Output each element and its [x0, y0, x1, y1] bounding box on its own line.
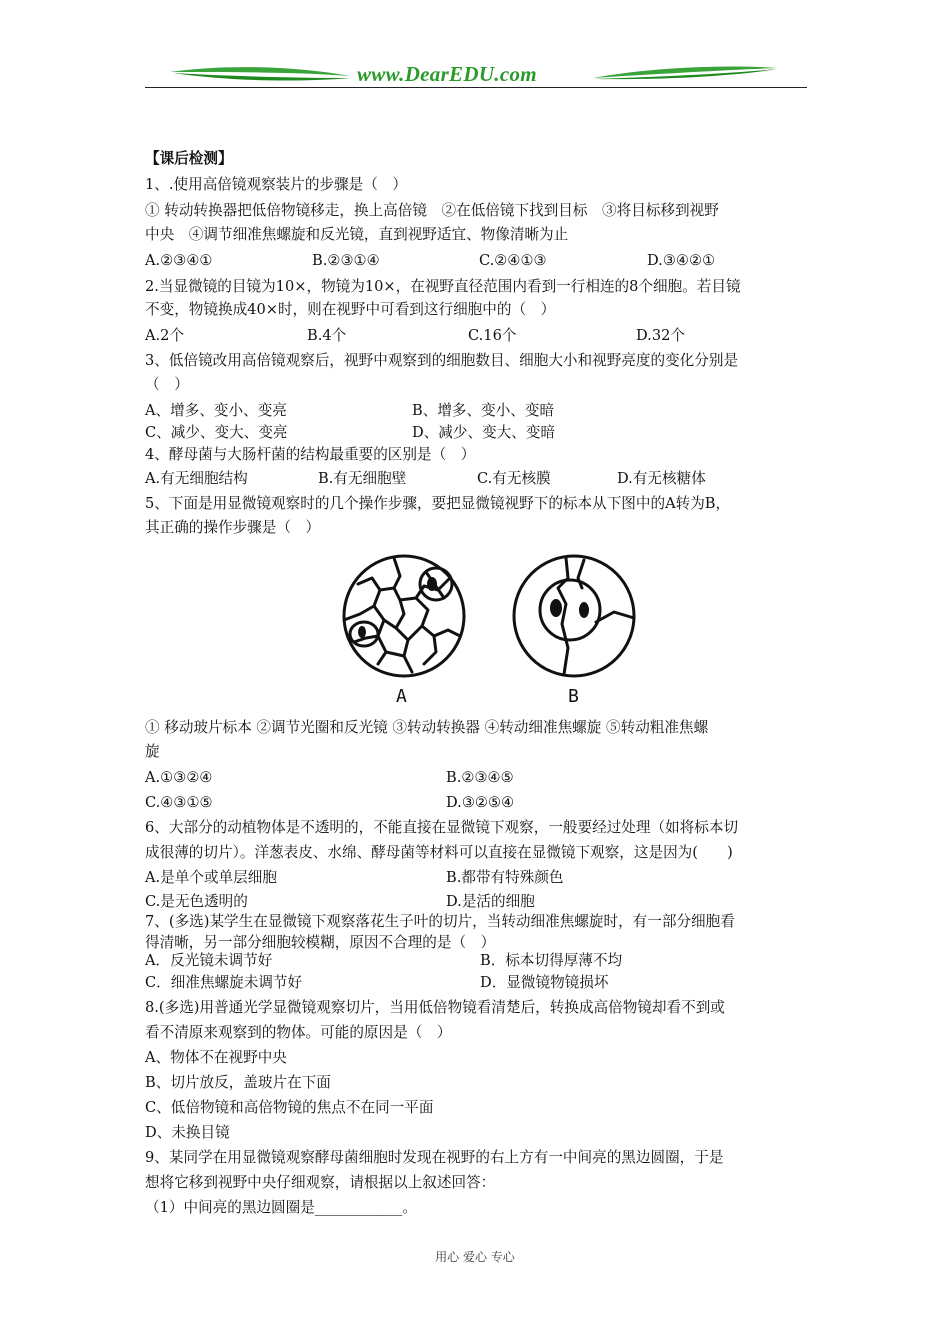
q5-option-c: C.④③①⑤: [145, 794, 213, 811]
q7-option-d: D．显微镜物镜损坏: [480, 974, 609, 991]
q8-option-a: A、物体不在视野中央: [145, 1049, 287, 1066]
q6-line2: 成很薄的切片）。洋葱表皮、水绵、酵母菌等材料可以直接在显微镜下观察，这是因为( ): [145, 844, 733, 861]
q9-line2: 想将它移到视野中央仔细观察，请根据以上叙述回答：: [145, 1174, 496, 1191]
q1-line3: 中央 ④调节细准焦螺旋和反光镜，直到视野适宜、物像清晰为止: [145, 226, 569, 243]
field-b-label: B: [568, 686, 579, 707]
page-footer: 用心 爱心 专心: [435, 1250, 515, 1264]
q9-line3: （1）中间亮的黑边圆圈是____________。: [145, 1199, 417, 1216]
q6-option-c: C.是无色透明的: [145, 893, 248, 910]
q3-line1: 3、低倍镜改用高倍镜观察后，视野中观察到的细胞数目、细胞大小和视野亮度的变化分别是: [145, 352, 739, 369]
section-title: 【课后检测】: [145, 150, 233, 167]
q7-option-c: C．细准焦螺旋未调节好: [145, 974, 303, 991]
q6-option-a: A.是单个或单层细胞: [145, 869, 277, 886]
q5-steps-line1: ① 移动玻片标本 ②调节光圈和反光镜 ③转动转换器 ④转动细准焦螺旋 ⑤转动粗准焦螺: [145, 719, 709, 736]
q2-line2: 不变，物镜换成40×时，则在视野中可看到这行细胞中的（ ）: [145, 301, 556, 318]
q7-line1: 7、(多选)某学生在显微镜下观察落花生子叶的切片，当转动细准焦螺旋时，有一部分细胞看: [145, 913, 735, 930]
q4-option-c: C.有无核膜: [477, 470, 551, 487]
q6-option-b: B.都带有特殊颜色: [446, 869, 564, 886]
q3-option-a: A、增多、变小、变亮: [145, 402, 287, 419]
q1-line2: ① 转动转换器把低倍物镜移走，换上高倍镜 ②在低倍镜下找到目标 ③将目标移到视野: [145, 202, 719, 219]
q2-option-d: D.32个: [636, 327, 685, 344]
header-divider: [145, 87, 807, 88]
q6-line1: 6、大部分的动植物体是不透明的，不能直接在显微镜下观察，一般要经过处理（如将标本切: [145, 819, 739, 836]
q7-option-b: B．标本切得厚薄不均: [480, 952, 623, 969]
q8-line1: 8.(多选)用普通光学显微镜观察切片，当用低倍物镜看清楚后，转换成高倍物镜却看不到或: [145, 999, 725, 1016]
q1-option-b: B.②③①④: [312, 252, 380, 269]
q1-stem: 1、.使用高倍镜观察装片的步骤是（ ）: [145, 176, 408, 193]
q8-option-c: C、低倍物镜和高倍物镜的焦点不在同一平面: [145, 1099, 434, 1116]
q4-stem: 4、酵母菌与大肠杆菌的结构最重要的区别是（ ）: [145, 446, 476, 463]
q1-option-c: C.②④①③: [479, 252, 547, 269]
microscope-field-figure: [338, 548, 648, 708]
q5-option-a: A.①③②④: [145, 769, 213, 786]
q2-line1: 2.当显微镜的目镜为10×，物镜为10×，在视野直径范围内看到一行相连的8个细胞。若目镜: [145, 278, 741, 295]
q5-option-d: D.③②⑤④: [446, 794, 515, 811]
q3-option-d: D、减少、变大、变暗: [412, 424, 556, 441]
field-a-label: A: [396, 686, 407, 707]
q3-line2: （ ）: [145, 376, 189, 393]
q1-option-d: D.③④②①: [647, 252, 716, 269]
q2-option-c: C.16个: [468, 327, 517, 344]
q5-steps-line2: 旋: [145, 743, 160, 760]
q8-option-d: D、未换目镜: [145, 1124, 230, 1141]
q4-option-d: D.有无核糖体: [617, 470, 706, 487]
field-b-target-cell: [540, 580, 600, 640]
microscope-fields-drawing: [338, 548, 648, 708]
q9-line1: 9、某同学在用显微镜观察酵母菌细胞时发现在视野的右上方有一中间亮的黑边圆圈，于是: [145, 1149, 724, 1166]
q2-option-a: A.2个: [145, 327, 185, 344]
q4-option-a: A.有无细胞结构: [145, 470, 248, 487]
q4-option-b: B.有无细胞壁: [318, 470, 407, 487]
q3-option-c: C、减少、变大、变亮: [145, 424, 288, 441]
q6-option-d: D.是活的细胞: [446, 893, 535, 910]
q8-line2: 看不清原来观察到的物体。可能的原因是（ ）: [145, 1024, 452, 1041]
q5-line1: 5、下面是用显微镜观察时的几个操作步骤，要把显微镜视野下的标本从下图中的A转为B，: [145, 495, 731, 512]
q5-line2: 其正确的操作步骤是（ ）: [145, 519, 321, 536]
site-logo-text[interactable]: www.DearEDU.com: [357, 62, 537, 86]
q7-line2: 得清晰，另一部分细胞较模糊，原因不合理的是（ ）: [145, 934, 496, 951]
q5-option-b: B.②③④⑤: [446, 769, 514, 786]
q7-option-a: A．反光镜未调节好: [145, 952, 273, 969]
q1-option-a: A.②③④①: [145, 252, 213, 269]
field-b-circle: [514, 556, 634, 676]
q2-option-b: B.4个: [307, 327, 347, 344]
q3-option-b: B、增多、变小、变暗: [412, 402, 555, 419]
q8-option-b: B、切片放反，盖玻片在下面: [145, 1074, 331, 1091]
